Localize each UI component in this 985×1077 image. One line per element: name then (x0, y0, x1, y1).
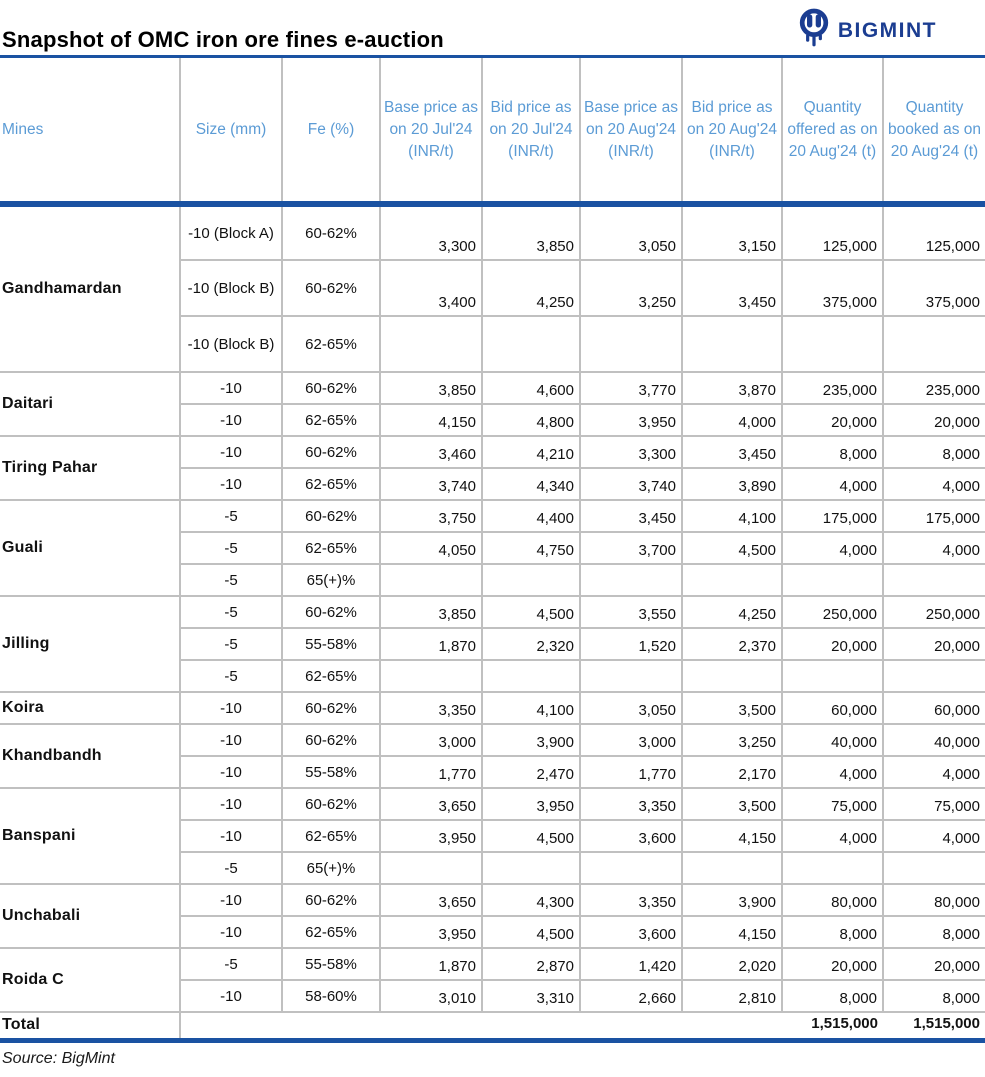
mine-name: Khandbandh (0, 724, 180, 788)
cell-size: -10 (Block B) (180, 260, 282, 316)
cell-bid-jul24: 3,900 (482, 724, 580, 756)
cell-base-aug24: 3,250 (580, 260, 682, 316)
total-spacer (180, 1012, 782, 1040)
cell-fe: 60-62% (282, 788, 380, 820)
cell-size: -5 (180, 500, 282, 532)
cell-fe: 55-58% (282, 948, 380, 980)
cell-qty-booked: 8,000 (883, 916, 985, 948)
table-row (0, 692, 985, 724)
cell-bid-jul24 (482, 564, 580, 596)
cell-qty-booked (883, 660, 985, 692)
cell-bid-jul24: 3,310 (482, 980, 580, 1012)
cell-qty-offered (782, 660, 883, 692)
cell-base-jul24 (380, 660, 482, 692)
cell-qty-offered: 4,000 (782, 820, 883, 852)
cell-qty-booked: 60,000 (883, 692, 985, 724)
cell-base-jul24: 3,850 (380, 596, 482, 628)
cell-base-aug24: 3,000 (580, 724, 682, 756)
cell-fe: 62-65% (282, 660, 380, 692)
col-header-qty-booked: Quantity booked as on 20 Aug'24 (t) (883, 58, 985, 204)
mine-name: Roida C (0, 948, 180, 1012)
cell-base-aug24: 3,350 (580, 788, 682, 820)
cell-bid-aug24: 2,020 (682, 948, 782, 980)
cell-size: -10 (Block A) (180, 204, 282, 260)
cell-size: -5 (180, 564, 282, 596)
cell-bid-aug24: 2,810 (682, 980, 782, 1012)
cell-size: -10 (Block B) (180, 316, 282, 372)
col-header-qty-offered: Quantity offered as on 20 Aug'24 (t) (782, 58, 883, 204)
cell-bid-jul24: 3,850 (482, 204, 580, 260)
mine-name: Gandhamardan (0, 204, 180, 372)
cell-size: -10 (180, 372, 282, 404)
cell-bid-jul24: 2,320 (482, 628, 580, 660)
col-header-bid-jul24: Bid price as on 20 Jul'24 (INR/t) (482, 58, 580, 204)
cell-qty-offered: 235,000 (782, 372, 883, 404)
cell-qty-booked: 4,000 (883, 532, 985, 564)
table-row (0, 884, 985, 916)
cell-base-aug24: 2,660 (580, 980, 682, 1012)
cell-qty-booked: 8,000 (883, 436, 985, 468)
bigmint-logo (797, 8, 937, 53)
cell-qty-offered: 20,000 (782, 404, 883, 436)
cell-bid-jul24: 4,600 (482, 372, 580, 404)
cell-base-jul24: 3,650 (380, 884, 482, 916)
cell-bid-jul24: 4,500 (482, 916, 580, 948)
cell-qty-booked (883, 564, 985, 596)
table-row (0, 500, 985, 532)
cell-base-jul24: 3,460 (380, 436, 482, 468)
col-header-base-aug24: Base price as on 20 Aug'24 (INR/t) (580, 58, 682, 204)
cell-bid-aug24: 3,500 (682, 692, 782, 724)
cell-bid-jul24 (482, 852, 580, 884)
cell-fe: 55-58% (282, 756, 380, 788)
cell-base-jul24: 4,150 (380, 404, 482, 436)
cell-bid-aug24: 4,500 (682, 532, 782, 564)
cell-base-jul24: 3,010 (380, 980, 482, 1012)
cell-base-jul24: 3,950 (380, 820, 482, 852)
cell-base-jul24: 4,050 (380, 532, 482, 564)
mine-name: Jilling (0, 596, 180, 692)
cell-base-jul24: 1,870 (380, 628, 482, 660)
cell-fe: 60-62% (282, 372, 380, 404)
cell-fe: 60-62% (282, 500, 380, 532)
cell-qty-offered: 4,000 (782, 756, 883, 788)
cell-bid-aug24 (682, 564, 782, 596)
cell-size: -10 (180, 724, 282, 756)
cell-base-aug24: 3,300 (580, 436, 682, 468)
cell-fe: 60-62% (282, 204, 380, 260)
table-row (0, 948, 985, 980)
cell-base-jul24: 3,750 (380, 500, 482, 532)
cell-bid-aug24: 3,500 (682, 788, 782, 820)
cell-size: -5 (180, 628, 282, 660)
cell-qty-booked: 75,000 (883, 788, 985, 820)
table-row (0, 436, 985, 468)
cell-qty-offered (782, 852, 883, 884)
cell-fe: 60-62% (282, 884, 380, 916)
cell-base-aug24: 3,600 (580, 820, 682, 852)
cell-qty-offered: 250,000 (782, 596, 883, 628)
cell-base-jul24: 3,300 (380, 204, 482, 260)
cell-qty-booked: 20,000 (883, 628, 985, 660)
cell-qty-booked: 375,000 (883, 260, 985, 316)
cell-bid-jul24: 4,500 (482, 820, 580, 852)
cell-bid-aug24: 3,450 (682, 436, 782, 468)
table-row (0, 596, 985, 628)
cell-bid-jul24: 4,100 (482, 692, 580, 724)
cell-bid-jul24: 4,340 (482, 468, 580, 500)
cell-fe: 65(+)% (282, 564, 380, 596)
cell-base-jul24: 1,870 (380, 948, 482, 980)
cell-base-jul24: 3,000 (380, 724, 482, 756)
header-bar (0, 0, 985, 55)
cell-qty-offered: 4,000 (782, 532, 883, 564)
cell-base-aug24: 1,770 (580, 756, 682, 788)
mine-name: Guali (0, 500, 180, 596)
cell-size: -5 (180, 948, 282, 980)
auction-table (0, 58, 985, 1043)
cell-bid-jul24: 4,500 (482, 596, 580, 628)
cell-bid-aug24: 4,000 (682, 404, 782, 436)
cell-bid-jul24 (482, 316, 580, 372)
cell-qty-offered: 75,000 (782, 788, 883, 820)
cell-bid-jul24: 4,750 (482, 532, 580, 564)
cell-size: -10 (180, 916, 282, 948)
cell-bid-jul24: 4,250 (482, 260, 580, 316)
cell-qty-booked (883, 316, 985, 372)
cell-bid-aug24: 3,900 (682, 884, 782, 916)
table-row (0, 204, 985, 260)
cell-fe: 62-65% (282, 532, 380, 564)
cell-bid-aug24: 4,150 (682, 820, 782, 852)
cell-bid-jul24: 4,210 (482, 436, 580, 468)
cell-fe: 60-62% (282, 436, 380, 468)
cell-fe: 62-65% (282, 316, 380, 372)
cell-size: -10 (180, 468, 282, 500)
cell-base-jul24: 3,400 (380, 260, 482, 316)
cell-base-jul24 (380, 316, 482, 372)
cell-bid-aug24: 3,890 (682, 468, 782, 500)
cell-bid-aug24 (682, 852, 782, 884)
cell-base-aug24 (580, 852, 682, 884)
page-title: Snapshot of OMC iron ore fines e-auction (2, 26, 444, 52)
cell-fe: 60-62% (282, 692, 380, 724)
cell-fe: 60-62% (282, 596, 380, 628)
cell-size: -10 (180, 980, 282, 1012)
cell-base-jul24: 3,740 (380, 468, 482, 500)
cell-base-jul24 (380, 564, 482, 596)
table-row (0, 372, 985, 404)
cell-qty-offered: 20,000 (782, 948, 883, 980)
cell-base-aug24: 3,050 (580, 204, 682, 260)
cell-bid-aug24: 3,250 (682, 724, 782, 756)
cell-base-jul24: 1,770 (380, 756, 482, 788)
cell-bid-aug24: 4,100 (682, 500, 782, 532)
col-header-bid-aug24: Bid price as on 20 Aug'24 (INR/t) (682, 58, 782, 204)
cell-size: -10 (180, 404, 282, 436)
cell-size: -5 (180, 532, 282, 564)
cell-bid-aug24: 3,150 (682, 204, 782, 260)
cell-qty-booked: 235,000 (883, 372, 985, 404)
mine-name: Unchabali (0, 884, 180, 948)
cell-base-jul24: 3,950 (380, 916, 482, 948)
cell-qty-offered: 8,000 (782, 436, 883, 468)
cell-base-aug24: 3,700 (580, 532, 682, 564)
total-qty-offered: 1,515,000 (782, 1012, 883, 1040)
cell-bid-aug24: 4,150 (682, 916, 782, 948)
cell-fe: 62-65% (282, 404, 380, 436)
cell-qty-offered: 4,000 (782, 468, 883, 500)
col-header-size: Size (mm) (180, 58, 282, 204)
cell-fe: 62-65% (282, 468, 380, 500)
cell-size: -10 (180, 788, 282, 820)
cell-qty-offered: 40,000 (782, 724, 883, 756)
cell-qty-booked: 40,000 (883, 724, 985, 756)
total-row (0, 1012, 985, 1040)
cell-fe: 62-65% (282, 916, 380, 948)
cell-base-jul24: 3,350 (380, 692, 482, 724)
cell-bid-jul24: 4,800 (482, 404, 580, 436)
cell-fe: 65(+)% (282, 852, 380, 884)
bigmint-wordmark: BIGMINT (837, 18, 937, 42)
cell-base-aug24: 3,450 (580, 500, 682, 532)
header-row (0, 58, 985, 204)
cell-qty-booked: 4,000 (883, 468, 985, 500)
cell-qty-offered: 60,000 (782, 692, 883, 724)
mine-name: Daitari (0, 372, 180, 436)
cell-qty-offered: 20,000 (782, 628, 883, 660)
cell-fe: 62-65% (282, 820, 380, 852)
cell-bid-aug24: 3,450 (682, 260, 782, 316)
cell-qty-offered: 80,000 (782, 884, 883, 916)
cell-fe: 58-60% (282, 980, 380, 1012)
cell-qty-offered (782, 564, 883, 596)
cell-qty-booked: 250,000 (883, 596, 985, 628)
cell-bid-jul24: 2,870 (482, 948, 580, 980)
col-header-fe: Fe (%) (282, 58, 380, 204)
cell-bid-jul24: 4,300 (482, 884, 580, 916)
bigmint-droplet-icon (797, 8, 831, 53)
cell-base-aug24: 3,350 (580, 884, 682, 916)
cell-size: -5 (180, 596, 282, 628)
cell-qty-booked: 175,000 (883, 500, 985, 532)
mine-name: Banspani (0, 788, 180, 884)
cell-qty-offered: 8,000 (782, 916, 883, 948)
cell-base-aug24: 3,950 (580, 404, 682, 436)
cell-bid-aug24 (682, 316, 782, 372)
cell-qty-offered (782, 316, 883, 372)
cell-bid-aug24: 4,250 (682, 596, 782, 628)
mine-name: Tiring Pahar (0, 436, 180, 500)
cell-size: -10 (180, 756, 282, 788)
cell-bid-jul24: 4,400 (482, 500, 580, 532)
cell-fe: 60-62% (282, 724, 380, 756)
source-note: Source: BigMint (2, 1049, 115, 1067)
cell-qty-booked (883, 852, 985, 884)
cell-size: -10 (180, 692, 282, 724)
cell-bid-aug24: 2,170 (682, 756, 782, 788)
cell-base-aug24 (580, 316, 682, 372)
cell-bid-aug24: 3,870 (682, 372, 782, 404)
cell-qty-booked: 4,000 (883, 820, 985, 852)
cell-qty-offered: 125,000 (782, 204, 883, 260)
cell-size: -10 (180, 884, 282, 916)
cell-qty-booked: 80,000 (883, 884, 985, 916)
cell-size: -5 (180, 660, 282, 692)
cell-size: -5 (180, 852, 282, 884)
cell-fe: 60-62% (282, 260, 380, 316)
cell-qty-booked: 8,000 (883, 980, 985, 1012)
total-qty-booked: 1,515,000 (883, 1012, 985, 1040)
mine-name: Koira (0, 692, 180, 724)
cell-bid-aug24: 2,370 (682, 628, 782, 660)
cell-qty-offered: 375,000 (782, 260, 883, 316)
cell-base-aug24: 3,740 (580, 468, 682, 500)
table-row (0, 724, 985, 756)
cell-bid-aug24 (682, 660, 782, 692)
cell-base-aug24: 3,550 (580, 596, 682, 628)
cell-bid-jul24: 2,470 (482, 756, 580, 788)
cell-base-aug24: 1,420 (580, 948, 682, 980)
cell-bid-jul24 (482, 660, 580, 692)
cell-base-jul24 (380, 852, 482, 884)
cell-size: -10 (180, 820, 282, 852)
cell-qty-offered: 8,000 (782, 980, 883, 1012)
cell-qty-booked: 125,000 (883, 204, 985, 260)
cell-qty-booked: 20,000 (883, 404, 985, 436)
total-label: Total (0, 1012, 180, 1040)
col-header-mines: Mines (0, 58, 180, 204)
col-header-base-jul24: Base price as on 20 Jul'24 (INR/t) (380, 58, 482, 204)
cell-bid-jul24: 3,950 (482, 788, 580, 820)
cell-base-aug24 (580, 660, 682, 692)
cell-base-aug24: 1,520 (580, 628, 682, 660)
cell-base-jul24: 3,650 (380, 788, 482, 820)
cell-base-aug24 (580, 564, 682, 596)
cell-qty-offered: 175,000 (782, 500, 883, 532)
cell-qty-booked: 20,000 (883, 948, 985, 980)
cell-base-aug24: 3,050 (580, 692, 682, 724)
cell-base-aug24: 3,600 (580, 916, 682, 948)
cell-base-aug24: 3,770 (580, 372, 682, 404)
cell-size: -10 (180, 436, 282, 468)
cell-base-jul24: 3,850 (380, 372, 482, 404)
table-row (0, 788, 985, 820)
cell-qty-booked: 4,000 (883, 756, 985, 788)
cell-fe: 55-58% (282, 628, 380, 660)
